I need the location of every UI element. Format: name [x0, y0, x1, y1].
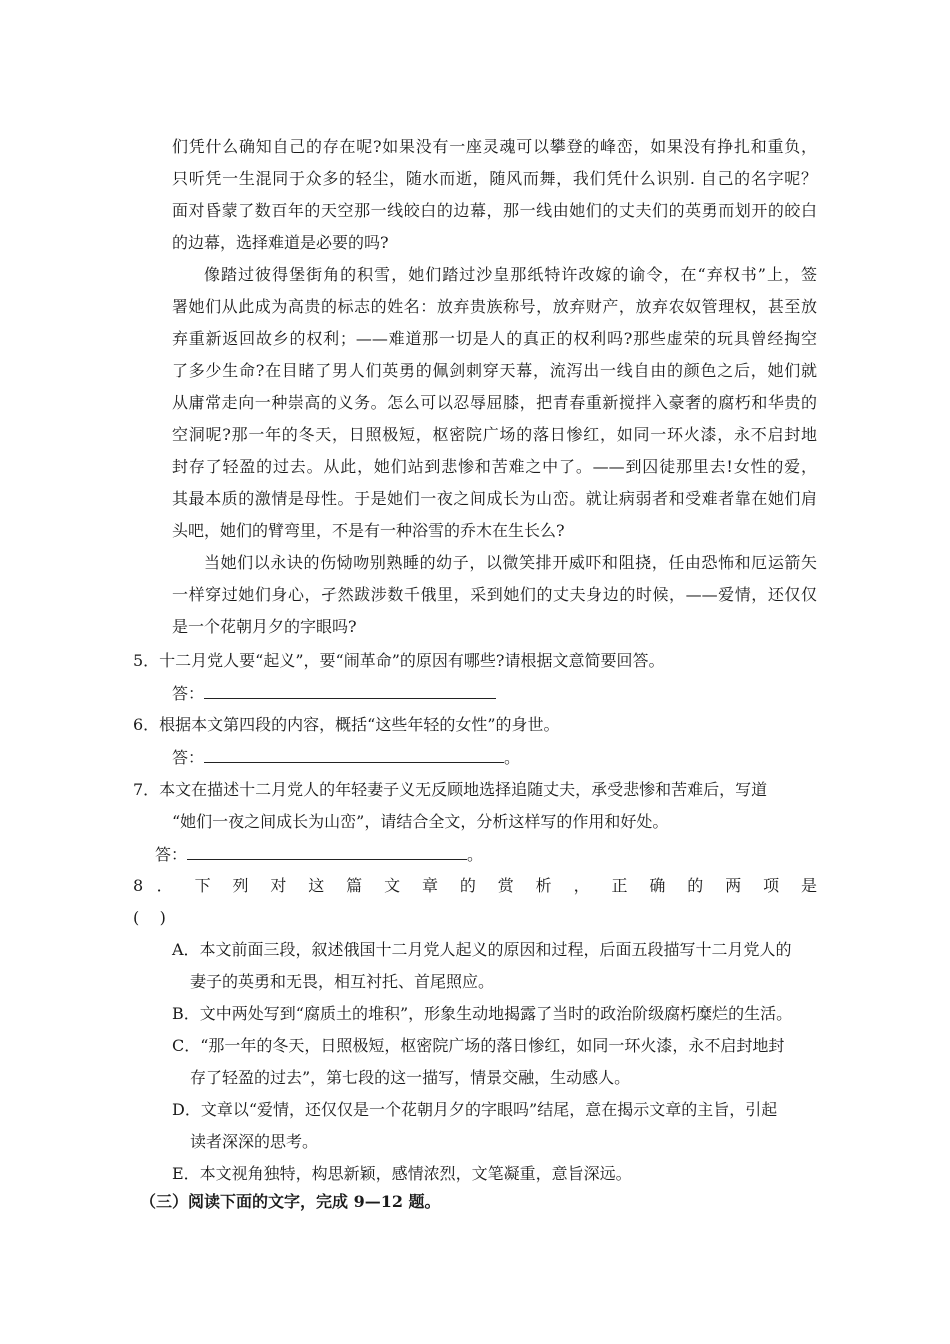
option-d: D．文章以“爱情，还仅仅是一个花朝月夕的字眼吗”结尾，意在揭示文章的主旨，引起 — [172, 1100, 778, 1119]
question-8-bracket: ( ) — [133, 908, 166, 927]
end-mark: 。 — [467, 845, 484, 864]
question-6: 6．根据本文第四段的内容，概括“这些年轻的女性”的身世。 — [133, 715, 560, 734]
passage-line: 是一个花朝月夕的字眼吗? — [172, 617, 357, 636]
question-5-answer — [172, 684, 496, 704]
passage-line: 署她们从此成为高贵的标志的姓名：放弃贵族称号，放弃财产，放弃农奴管理权，甚至放 — [172, 297, 817, 316]
passage-line: 了多少生命?在目睹了男人们英勇的佩剑刺穿天幕，流泻出一线自由的颜色之后，她们就 — [172, 361, 817, 380]
passage-line: 封存了轻盈的过去。从此，她们站到悲惨和苦难之中了。——到囚徒那里去!女性的爱， — [172, 457, 817, 476]
passage-line: 弃重新返回故乡的权利；——难道那一切是人的真正的权利吗?那些虚荣的玩具曾经掏空 — [172, 329, 817, 348]
passage-line: 只听凭一生混同于众多的轻尘，随水而逝，随风而舞，我们凭什么识别. 自己的名字呢？ — [172, 169, 817, 188]
section-heading: （三）阅读下面的文字，完成 9—12 题。 — [140, 1192, 441, 1211]
answer-blank[interactable] — [204, 748, 504, 763]
passage-line: 从庸常走向一种崇高的义务。怎么可以忍辱屈膝，把青春重新搅拌入豪奢的腐朽和华贵的 — [172, 393, 817, 412]
passage-line: 面对昏蒙了数百年的天空那一线皎白的边幕，那一线由她们的丈夫们的英勇而划开的皎白 — [172, 201, 817, 220]
answer-blank[interactable] — [204, 684, 496, 699]
passage-line: 空洞呢?那一年的冬天，日照极短，枢密院广场的落日惨红，如同一环火漆，永不启封地 — [172, 425, 817, 444]
passage-line: 像踏过彼得堡街角的积雪，她们踏过沙皇那纸特许改嫁的谕令，在“弃权书”上，签 — [204, 265, 817, 284]
option-c: C．“那一年的冬天，日照极短，枢密院广场的落日惨红，如同一环火漆，永不启封地封 — [172, 1036, 785, 1055]
option-e: E．本文视角独特，构思新颖，感情浓烈，文笔凝重，意旨深远。 — [172, 1164, 632, 1183]
passage-line: 头吧，她们的臂弯里，不是有一种浴雪的乔木在生长么? — [172, 521, 565, 540]
question-7-line-2: “她们一夜之间成长为山峦”，请结合全文，分析这样写的作用和好处。 — [172, 812, 669, 831]
answer-label: 答： — [172, 684, 205, 703]
answer-blank[interactable] — [187, 845, 467, 860]
question-8-line-1: 8 ． 下 列 对 这 篇 文 章 的 赏 析 ， 正 确 的 两 项 是 — [133, 876, 817, 895]
question-7-line-1: 7．本文在描述十二月党人的年轻妻子义无反顾地选择追随丈夫，承受悲惨和苦难后，写道 — [133, 780, 768, 799]
option-a-continued: 妻子的英勇和无畏，相互衬托、首尾照应。 — [190, 972, 495, 991]
passage-line: 其最本质的激情是母性。于是她们一夜之间成长为山峦。就让病弱者和受难者靠在她们肩 — [172, 489, 817, 508]
passage-line: 当她们以永诀的伤恸吻别熟睡的幼子，以微笑排开威吓和阻挠，任由恐怖和厄运箭矢 — [204, 553, 817, 572]
passage-line: 一样穿过她们身心，孑然跋涉数千俄里，采到她们的丈夫身边的时候，——爱情，还仅仅 — [172, 585, 817, 604]
question-7-answer — [155, 845, 483, 865]
option-b: B．文中两处写到“腐质土的堆积”，形象生动地揭露了当时的政治阶级腐朽糜烂的生活。 — [172, 1004, 793, 1023]
passage-line: 的边幕，选择难道是必要的吗? — [172, 233, 389, 252]
question-5: 5．十二月党人要“起义”，要“闹革命”的原因有哪些?请根据文意简要回答。 — [133, 651, 665, 670]
option-c-continued: 存了轻盈的过去”，第七段的这一描写，情景交融，生动感人。 — [190, 1068, 631, 1087]
option-d-continued: 读者深深的思考。 — [190, 1132, 319, 1151]
question-6-answer — [172, 748, 520, 768]
answer-label: 答： — [172, 748, 205, 767]
end-mark: 。 — [504, 748, 521, 767]
passage-line: 们凭什么确知自己的存在呢?如果没有一座灵魂可以攀登的峰峦，如果没有挣扎和重负， — [172, 137, 817, 156]
answer-label: 答： — [155, 845, 188, 864]
option-a: A．本文前面三段，叙述俄国十二月党人起义的原因和过程，后面五段描写十二月党人的 — [172, 940, 792, 959]
